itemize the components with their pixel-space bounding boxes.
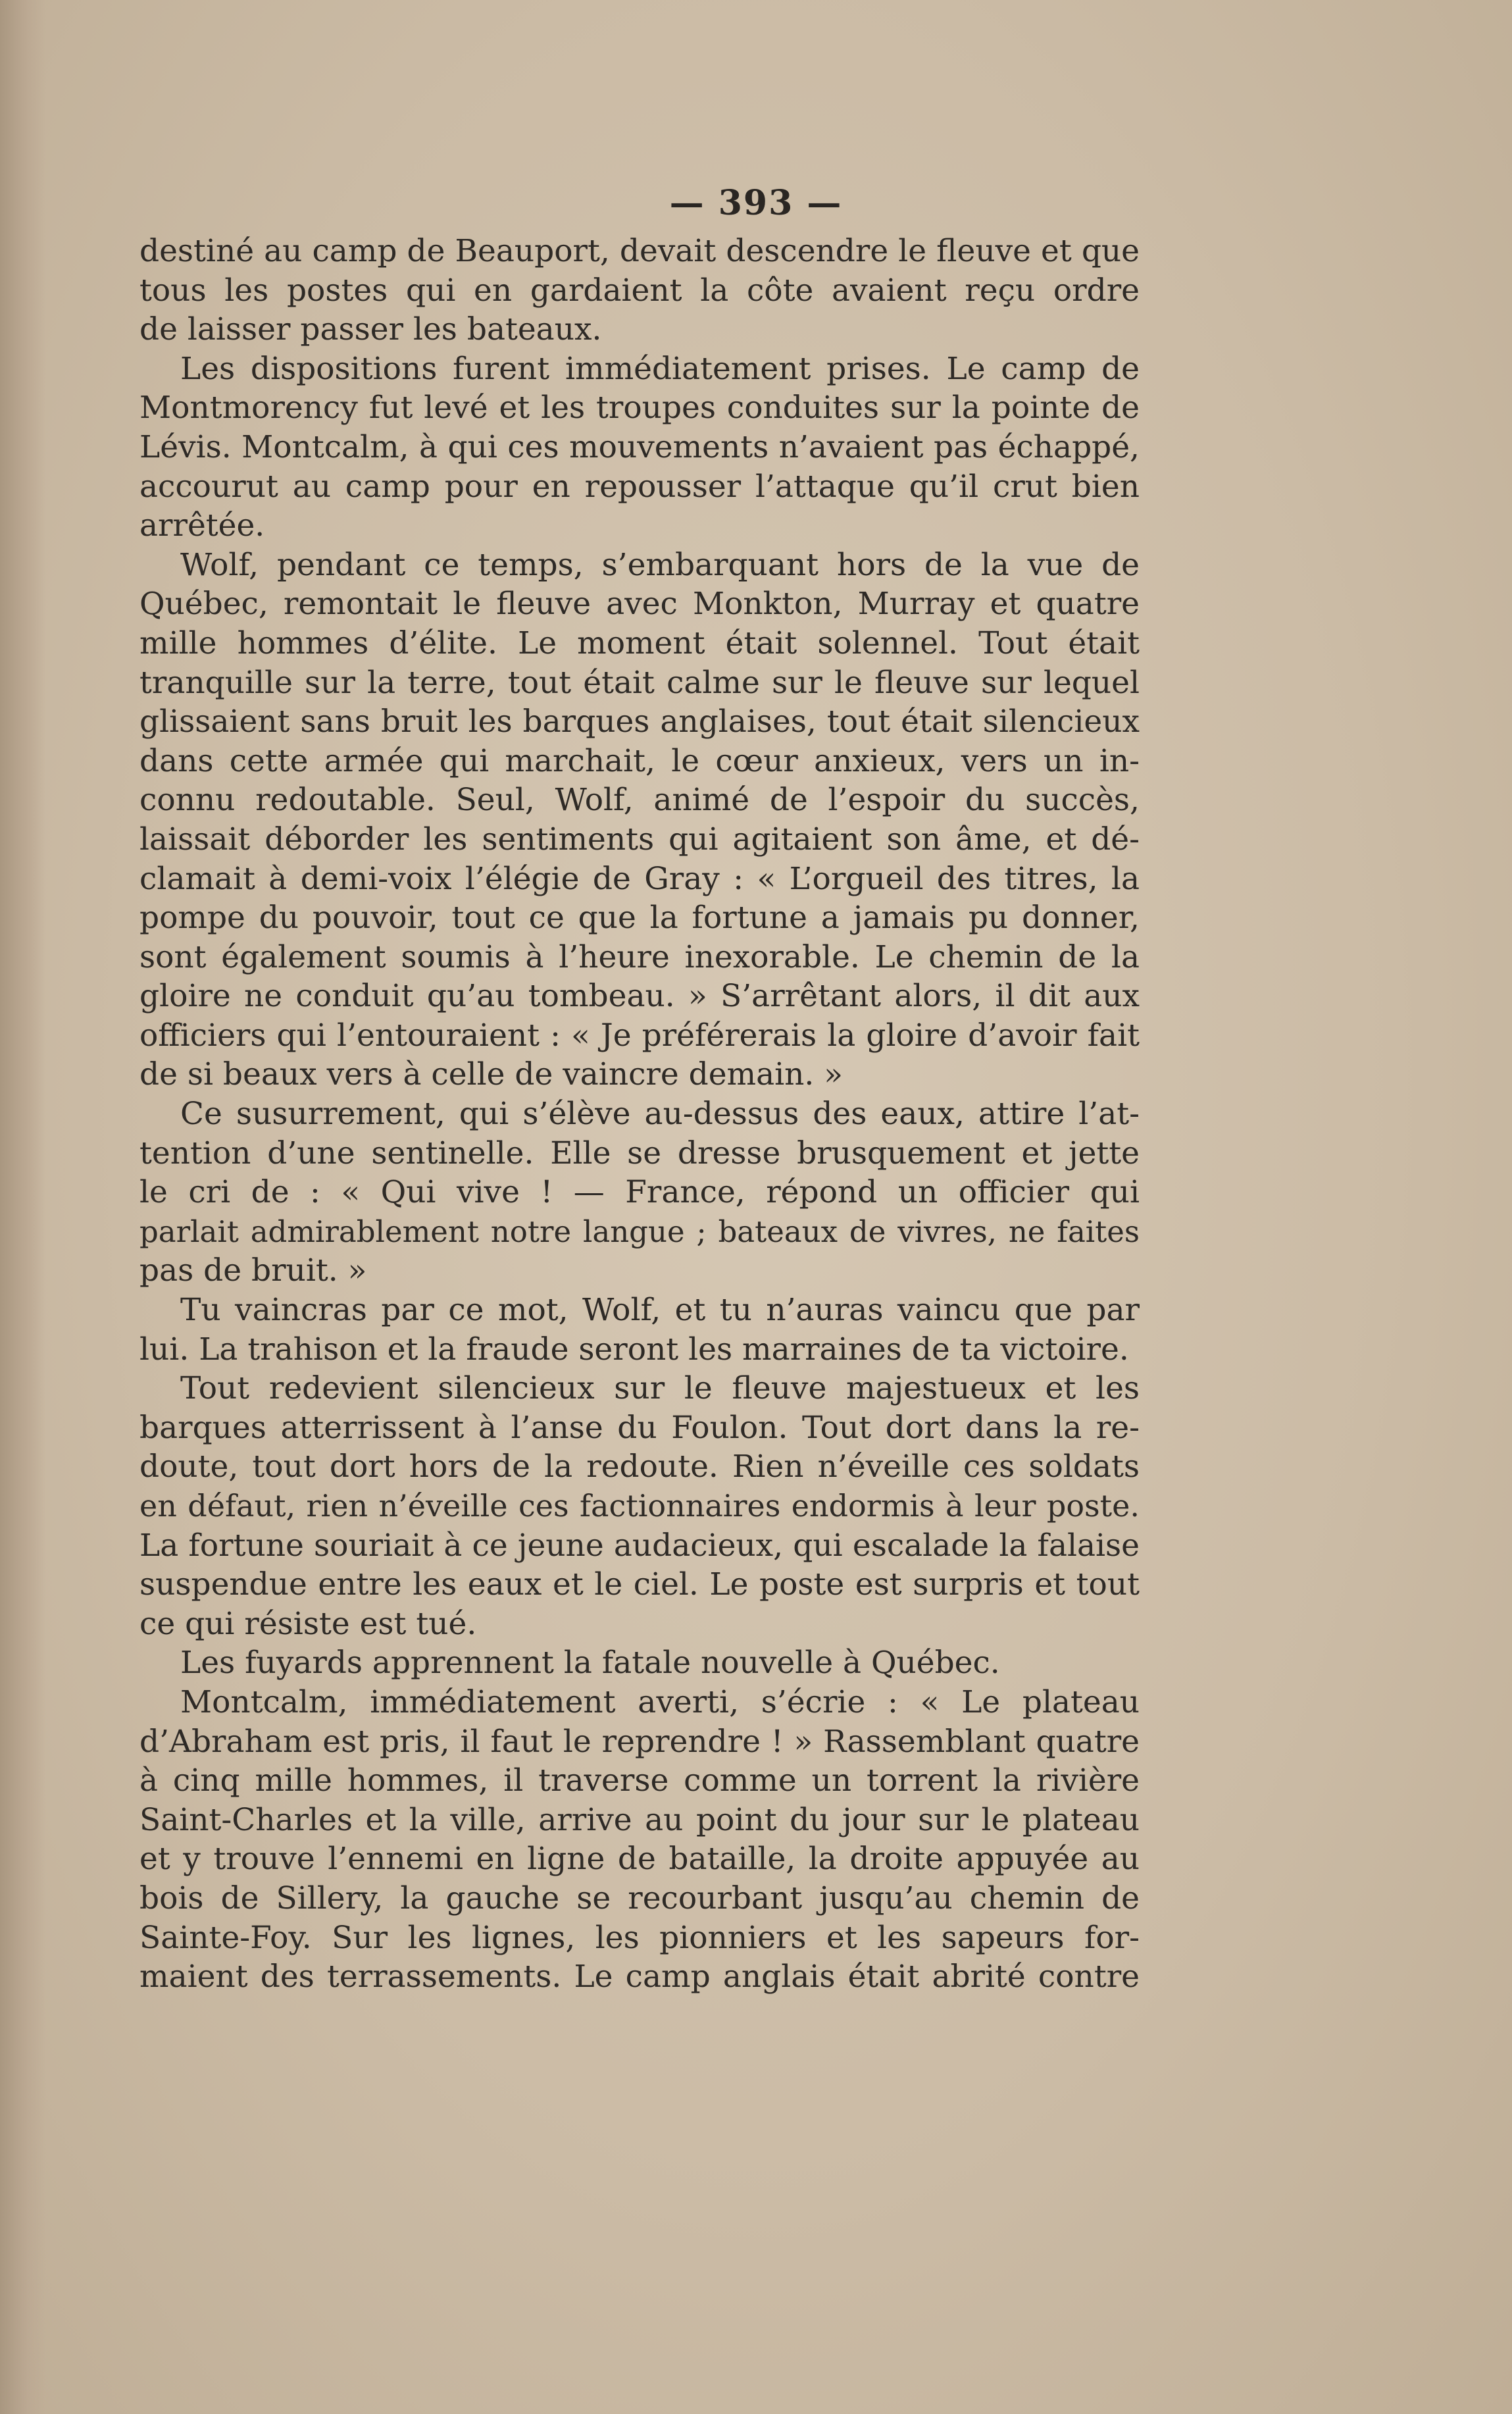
text-line: sont également soumis à l’heure inexorable. Le chemin de la <box>139 938 1140 975</box>
text-line: ce qui résiste est tué. <box>139 1605 477 1642</box>
text-line: lui. La trahison et la fraude seront les marraines de ta victoire. <box>139 1331 1129 1368</box>
text-line: Saint-Charles et la ville, arrive au point du jour sur le plateau <box>139 1801 1140 1838</box>
text-line: destiné au camp de Beauport, devait descendre le fleuve et que <box>139 233 1140 269</box>
text-line: glissaient sans bruit les barques anglaises, tout était silencieux <box>139 704 1140 740</box>
text-line: barques atterrissent à l’anse du Foulon. Tout dort dans la re- <box>139 1409 1140 1446</box>
text-line: connu redoutable. Seul, Wolf, animé de l’espoir du succès, <box>139 782 1140 819</box>
text-line: Les dispositions furent immédiatement prises. Le camp de <box>180 350 1140 387</box>
text-line: de laisser passer les bateaux. <box>139 311 602 348</box>
text-line: tous les postes qui en gardaient la côte avaient reçu ordre <box>139 272 1140 309</box>
text-line: Tout redevient silencieux sur le fleuve majestueux et les <box>180 1370 1140 1407</box>
text-line: doute, tout dort hors de la redoute. Rien n’éveille ces soldats <box>139 1449 1140 1485</box>
text-line: Sainte-Foy. Sur les lignes, les pionniers et les sapeurs for- <box>139 1919 1140 1956</box>
text-line: Les fuyards apprennent la fatale nouvelle à Québec. <box>180 1645 1000 1682</box>
text-line: laissait déborder les sentiments qui agitaient son âme, et dé- <box>139 821 1140 858</box>
text-line: mille hommes d’élite. Le moment était solennel. Tout était <box>139 625 1140 661</box>
text-line: parlait admirablement notre langue ; bateaux de vivres, ne faites <box>139 1214 1140 1249</box>
text-line: de si beaux vers à celle de vaincre demain. » <box>139 1056 844 1093</box>
text-line: bois de Sillery, la gauche se recourbant jusqu’au chemin de <box>139 1880 1140 1916</box>
text-line: à cinq mille hommes, il traverse comme un torrent la rivière <box>139 1762 1140 1799</box>
text-line: suspendue entre les eaux et le ciel. Le poste est surpris et tout <box>139 1566 1140 1603</box>
body-text <box>139 232 1140 1997</box>
text-line: Montmorency fut levé et les troupes conduites sur la pointe de <box>139 390 1140 426</box>
text-line: La fortune souriait à ce jeune audacieux, qui escalade la falaise <box>139 1527 1140 1564</box>
text-line: et y trouve l’ennemi en ligne de bataille, la droite appuyée au <box>139 1841 1140 1878</box>
text-line: arrêtée. <box>139 507 265 544</box>
page-binding-shadow <box>0 0 46 2414</box>
text-line: Ce susurrement, qui s’élève au-dessus des eaux, attire l’at- <box>180 1096 1140 1133</box>
text-line: maient des terrassements. Le camp anglais était abrité contre <box>139 1959 1140 1995</box>
text-line: gloire ne conduit qu’au tombeau. » S’arrêtant alors, il dit aux <box>139 978 1140 1015</box>
text-line: d’Abraham est pris, il faut le reprendre ! » Rassemblant quatre <box>139 1723 1140 1760</box>
text-line: pompe du pouvoir, tout ce que la fortune a jamais pu donner, <box>139 900 1140 937</box>
text-line: Montcalm, immédiatement averti, s’écrie : « Le plateau <box>180 1683 1140 1720</box>
page-number: — 393 — <box>669 183 843 223</box>
text-line: le cri de : « Qui vive ! — France, répond un officier qui <box>139 1174 1140 1211</box>
text-line: pas de bruit. » <box>139 1252 367 1289</box>
text-line: officiers qui l’entouraient : « Je préférerais la gloire d’avoir fait <box>139 1017 1140 1054</box>
text-line: Tu vaincras par ce mot, Wolf, et tu n’auras vaincu que par <box>180 1292 1140 1329</box>
text-line: clamait à demi-voix l’élégie de Gray : « L’orgueil des titres, la <box>139 860 1140 897</box>
text-line: dans cette armée qui marchait, le cœur anxieux, vers un in- <box>139 742 1140 779</box>
text-line: accourut au camp pour en repousser l’attaque qu’il crut bien <box>139 468 1140 505</box>
text-line: Wolf, pendant ce temps, s’embarquant hors de la vue de <box>180 546 1140 583</box>
text-line: en défaut, rien n’éveille ces factionnaires endormis à leur poste. <box>139 1488 1140 1524</box>
text-line: tranquille sur la terre, tout était calme sur le fleuve sur lequel <box>139 664 1140 701</box>
text-line: Québec, remontait le fleuve avec Monkton, Murray et quatre <box>139 586 1140 623</box>
text-line: Lévis. Montcalm, à qui ces mouvements n’avaient pas échappé, <box>139 428 1140 465</box>
text-line: tention d’une sentinelle. Elle se dresse brusquement et jette <box>139 1135 1140 1171</box>
